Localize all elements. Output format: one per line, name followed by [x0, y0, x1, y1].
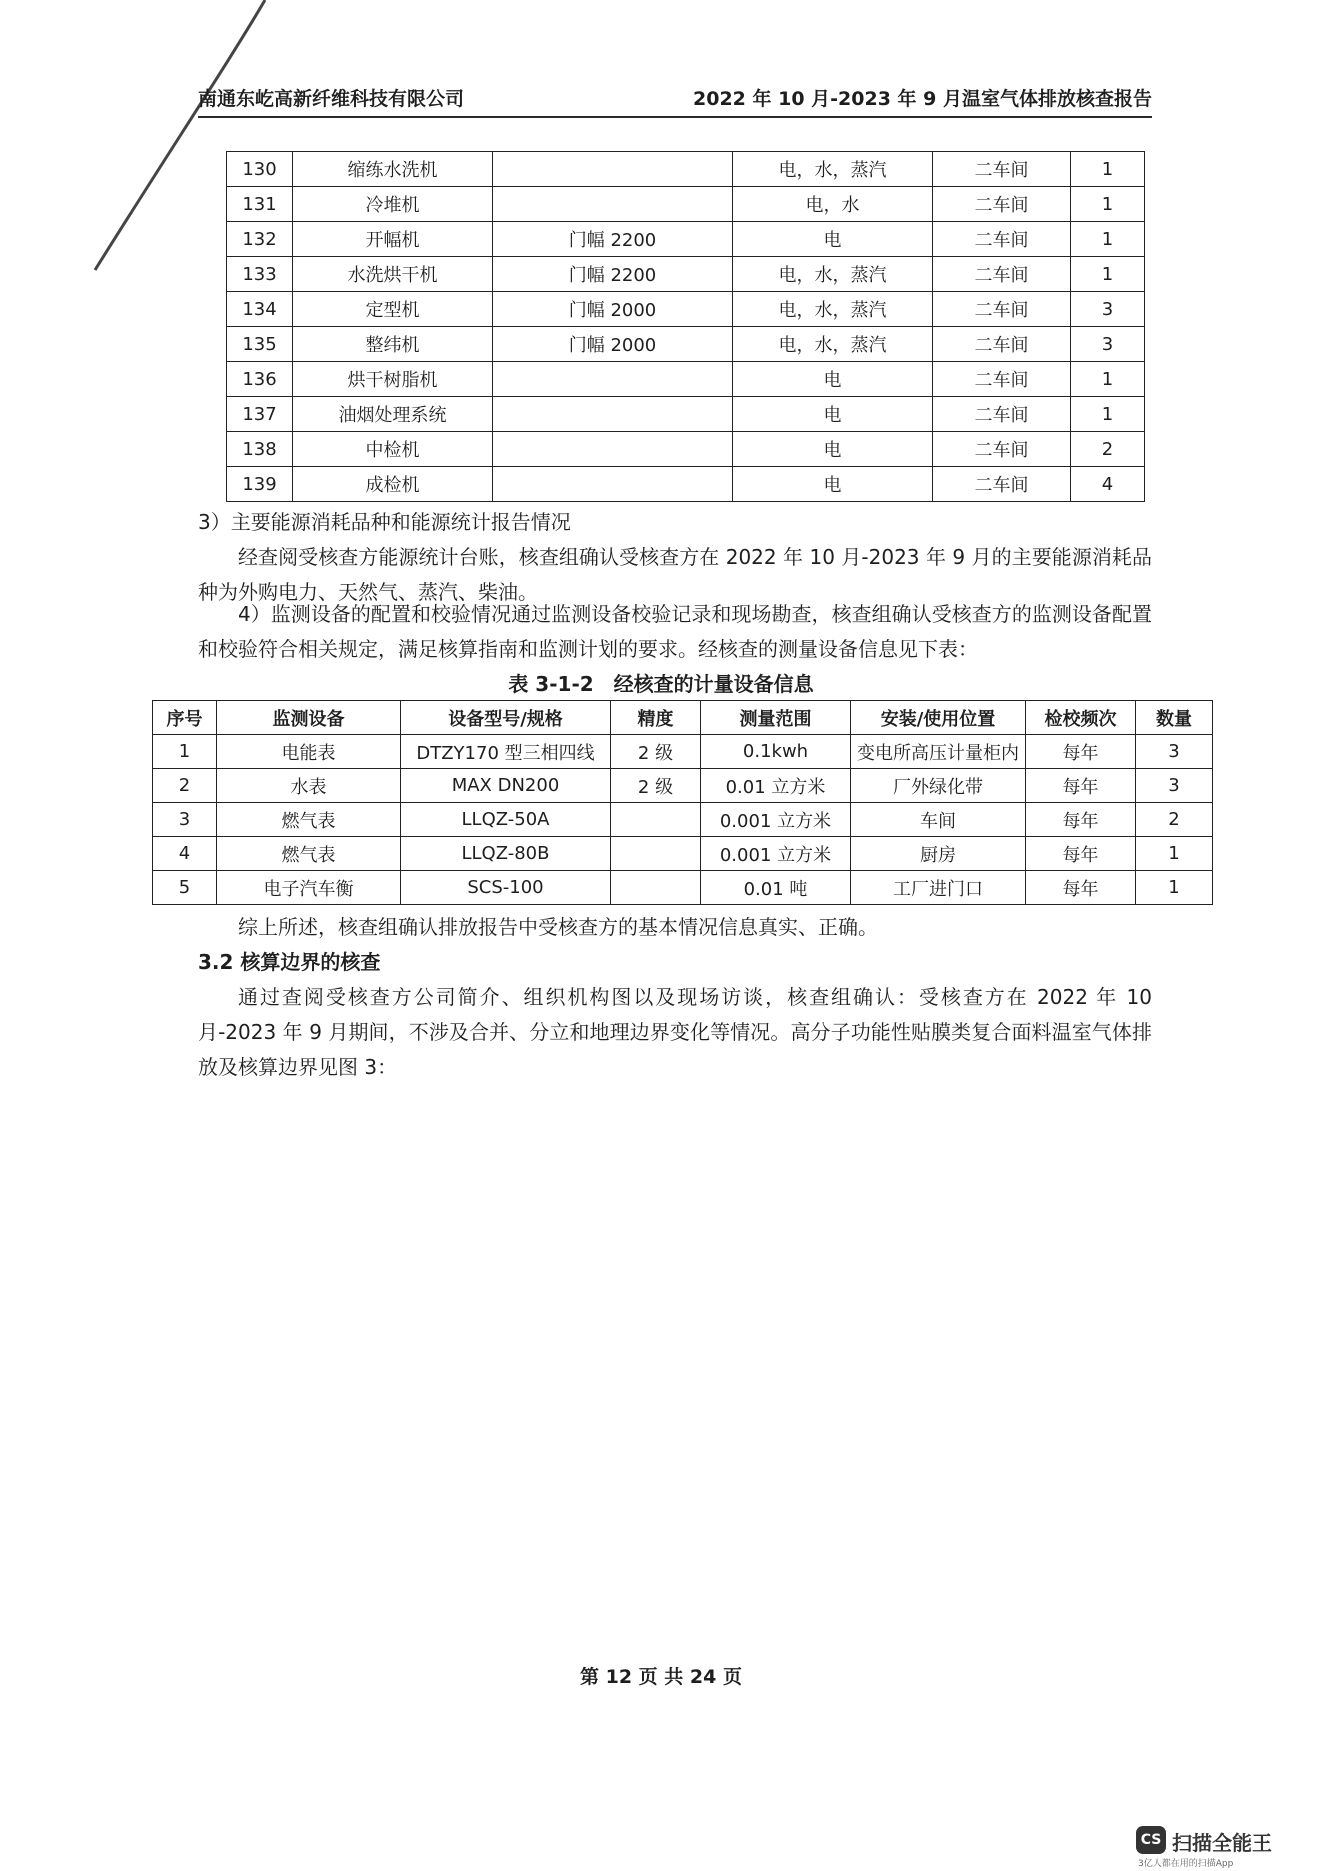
cell-quantity: 1 — [1071, 222, 1145, 257]
cell-location: 二车间 — [933, 362, 1071, 397]
table-cell — [611, 803, 701, 837]
column-header: 设备型号/规格 — [401, 701, 611, 735]
table-cell: 燃气表 — [217, 837, 401, 871]
cell-energy: 电 — [733, 222, 933, 257]
cell-number: 134 — [227, 292, 293, 327]
table-cell: DTZY170 型三相四线 — [401, 735, 611, 769]
cell-equipment-name: 烘干树脂机 — [293, 362, 493, 397]
column-header: 精度 — [611, 701, 701, 735]
cell-energy: 电，水 — [733, 187, 933, 222]
cell-quantity: 1 — [1071, 362, 1145, 397]
cell-energy: 电 — [733, 397, 933, 432]
cell-energy: 电，水，蒸汽 — [733, 257, 933, 292]
table-cell: 厂外绿化带 — [851, 769, 1026, 803]
cell-equipment-name: 水洗烘干机 — [293, 257, 493, 292]
table-row — [227, 292, 1145, 327]
cell-quantity: 1 — [1071, 397, 1145, 432]
table-row — [227, 222, 1145, 257]
table-row — [153, 735, 1213, 769]
cell-energy: 电，水，蒸汽 — [733, 292, 933, 327]
table-cell: 2 — [1136, 803, 1213, 837]
cell-spec — [493, 432, 733, 467]
table-cell: 2 — [153, 769, 217, 803]
cell-quantity: 1 — [1071, 257, 1145, 292]
table-cell: 1 — [1136, 837, 1213, 871]
table-row — [153, 803, 1213, 837]
table-cell: 0.1kwh — [701, 735, 851, 769]
cell-spec — [493, 467, 733, 502]
page-number: 第 12 页 共 24 页 — [580, 1666, 742, 1688]
cell-quantity: 1 — [1071, 187, 1145, 222]
cell-equipment-name: 中检机 — [293, 432, 493, 467]
table-row — [227, 257, 1145, 292]
table-row — [227, 362, 1145, 397]
cell-location: 二车间 — [933, 257, 1071, 292]
table-cell: 3 — [1136, 769, 1213, 803]
cell-quantity: 1 — [1071, 152, 1145, 187]
cell-number: 136 — [227, 362, 293, 397]
table-cell: 变电所高压计量柜内 — [851, 735, 1026, 769]
cell-number: 139 — [227, 467, 293, 502]
page-header — [198, 82, 1152, 118]
table-row — [227, 432, 1145, 467]
cell-quantity: 3 — [1071, 327, 1145, 362]
cell-spec: 门幅 2000 — [493, 292, 733, 327]
cell-location: 二车间 — [933, 292, 1071, 327]
cell-number: 131 — [227, 187, 293, 222]
table-cell: 燃气表 — [217, 803, 401, 837]
table-cell: 2 级 — [611, 769, 701, 803]
cell-spec — [493, 152, 733, 187]
table-row — [227, 187, 1145, 222]
cell-equipment-name: 定型机 — [293, 292, 493, 327]
table-cell: 工厂进门口 — [851, 871, 1026, 905]
cell-energy: 电 — [733, 467, 933, 502]
cell-equipment-name: 油烟处理系统 — [293, 397, 493, 432]
column-header: 安装/使用位置 — [851, 701, 1026, 735]
cell-location: 二车间 — [933, 152, 1071, 187]
meter-table-caption: 表 3-1-2 经核查的计量设备信息 — [508, 672, 814, 696]
table-row — [227, 327, 1145, 362]
table-row — [227, 467, 1145, 502]
column-header: 检校频次 — [1026, 701, 1136, 735]
cell-number: 132 — [227, 222, 293, 257]
cell-energy: 电 — [733, 362, 933, 397]
cell-equipment-name: 成检机 — [293, 467, 493, 502]
table-cell: SCS-100 — [401, 871, 611, 905]
table-row — [153, 769, 1213, 803]
table-cell: 0.01 立方米 — [701, 769, 851, 803]
cell-quantity: 2 — [1071, 432, 1145, 467]
table-cell: 2 级 — [611, 735, 701, 769]
paragraph-energy-heading: 3）主要能源消耗品种和能源统计报告情况 — [198, 510, 571, 534]
table-cell: 3 — [153, 803, 217, 837]
table-cell: 4 — [153, 837, 217, 871]
table-cell: LLQZ-80B — [401, 837, 611, 871]
cell-number: 133 — [227, 257, 293, 292]
cell-location: 二车间 — [933, 467, 1071, 502]
table-cell: 1 — [153, 735, 217, 769]
cell-quantity: 3 — [1071, 292, 1145, 327]
cell-number: 130 — [227, 152, 293, 187]
cell-spec: 门幅 2200 — [493, 222, 733, 257]
cell-spec — [493, 362, 733, 397]
table-cell: 每年 — [1026, 803, 1136, 837]
table-cell: 0.001 立方米 — [701, 803, 851, 837]
table-cell: 0.01 吨 — [701, 871, 851, 905]
cell-location: 二车间 — [933, 327, 1071, 362]
column-header: 序号 — [153, 701, 217, 735]
cell-location: 二车间 — [933, 432, 1071, 467]
cell-energy: 电 — [733, 432, 933, 467]
table-cell: 每年 — [1026, 735, 1136, 769]
table-cell: 3 — [1136, 735, 1213, 769]
company-name: 南通东屹高新纤维科技有限公司 — [198, 88, 465, 110]
table-cell: 1 — [1136, 871, 1213, 905]
paragraph-monitoring: 4）监测设备的配置和校验情况通过监测设备校验记录和现场勘查，核查组确认受核查方的监测设备配置和校验符合相关规定，满足核算指南和监测计划的要求。经核查的测量设备信息见下表： — [198, 602, 1152, 661]
cell-energy: 电，水，蒸汽 — [733, 152, 933, 187]
table-row — [153, 871, 1213, 905]
cell-location: 二车间 — [933, 222, 1071, 257]
scanner-logo-icon: CS — [1136, 1826, 1166, 1854]
table-cell — [611, 871, 701, 905]
table-cell: MAX DN200 — [401, 769, 611, 803]
scanner-tagline: 3亿人都在用的扫描App — [1138, 1859, 1234, 1869]
table-cell: 厨房 — [851, 837, 1026, 871]
cell-equipment-name: 开幅机 — [293, 222, 493, 257]
report-title: 2022 年 10 月-2023 年 9 月温室气体排放核查报告 — [693, 88, 1152, 110]
column-header: 测量范围 — [701, 701, 851, 735]
scanner-watermark — [1136, 1826, 1306, 1869]
section-title: 3.2 核算边界的核查 — [198, 950, 381, 974]
table-cell: 水表 — [217, 769, 401, 803]
table-cell: 每年 — [1026, 837, 1136, 871]
column-header: 数量 — [1136, 701, 1213, 735]
table-cell: 电子汽车衡 — [217, 871, 401, 905]
table-cell: 5 — [153, 871, 217, 905]
cell-spec: 门幅 2200 — [493, 257, 733, 292]
table-cell: 车间 — [851, 803, 1026, 837]
paragraph-energy-types: 经查阅受核查方能源统计台账，核查组确认受核查方在 2022 年 10 月-2023 年 9 月的主要能源消耗品种为外购电力、天然气、蒸汽、柴油。 — [198, 545, 1152, 604]
cell-equipment-name: 缩练水洗机 — [293, 152, 493, 187]
paragraph-boundary: 通过查阅受核查方公司简介、组织机构图以及现场访谈，核查组确认：受核查方在 2022 年 10 月-2023 年 9 月期间，不涉及合并、分立和地理边界变化等情况。高分子功能性贴膜类复合面料温室气体排放及核算边界见图 3： — [198, 985, 1152, 1079]
cell-number: 135 — [227, 327, 293, 362]
table-row — [153, 837, 1213, 871]
cell-location: 二车间 — [933, 397, 1071, 432]
paragraph-conclusion: 综上所述，核查组确认排放报告中受核查方的基本情况信息真实、正确。 — [238, 915, 878, 939]
cell-location: 二车间 — [933, 187, 1071, 222]
table-row — [227, 397, 1145, 432]
cell-spec — [493, 397, 733, 432]
table-cell: LLQZ-50A — [401, 803, 611, 837]
cell-spec — [493, 187, 733, 222]
cell-equipment-name: 冷堆机 — [293, 187, 493, 222]
cell-number: 137 — [227, 397, 293, 432]
table-cell: 每年 — [1026, 769, 1136, 803]
table-row — [227, 152, 1145, 187]
cell-number: 138 — [227, 432, 293, 467]
scanner-app-name: 扫描全能王 — [1172, 1831, 1272, 1855]
table-cell: 0.001 立方米 — [701, 837, 851, 871]
table-cell: 电能表 — [217, 735, 401, 769]
cell-energy: 电，水，蒸汽 — [733, 327, 933, 362]
column-header: 监测设备 — [217, 701, 401, 735]
table-cell: 每年 — [1026, 871, 1136, 905]
cell-quantity: 4 — [1071, 467, 1145, 502]
cell-spec: 门幅 2000 — [493, 327, 733, 362]
equipment-table — [226, 151, 1145, 502]
table-cell — [611, 837, 701, 871]
meter-table — [152, 700, 1213, 905]
cell-equipment-name: 整纬机 — [293, 327, 493, 362]
